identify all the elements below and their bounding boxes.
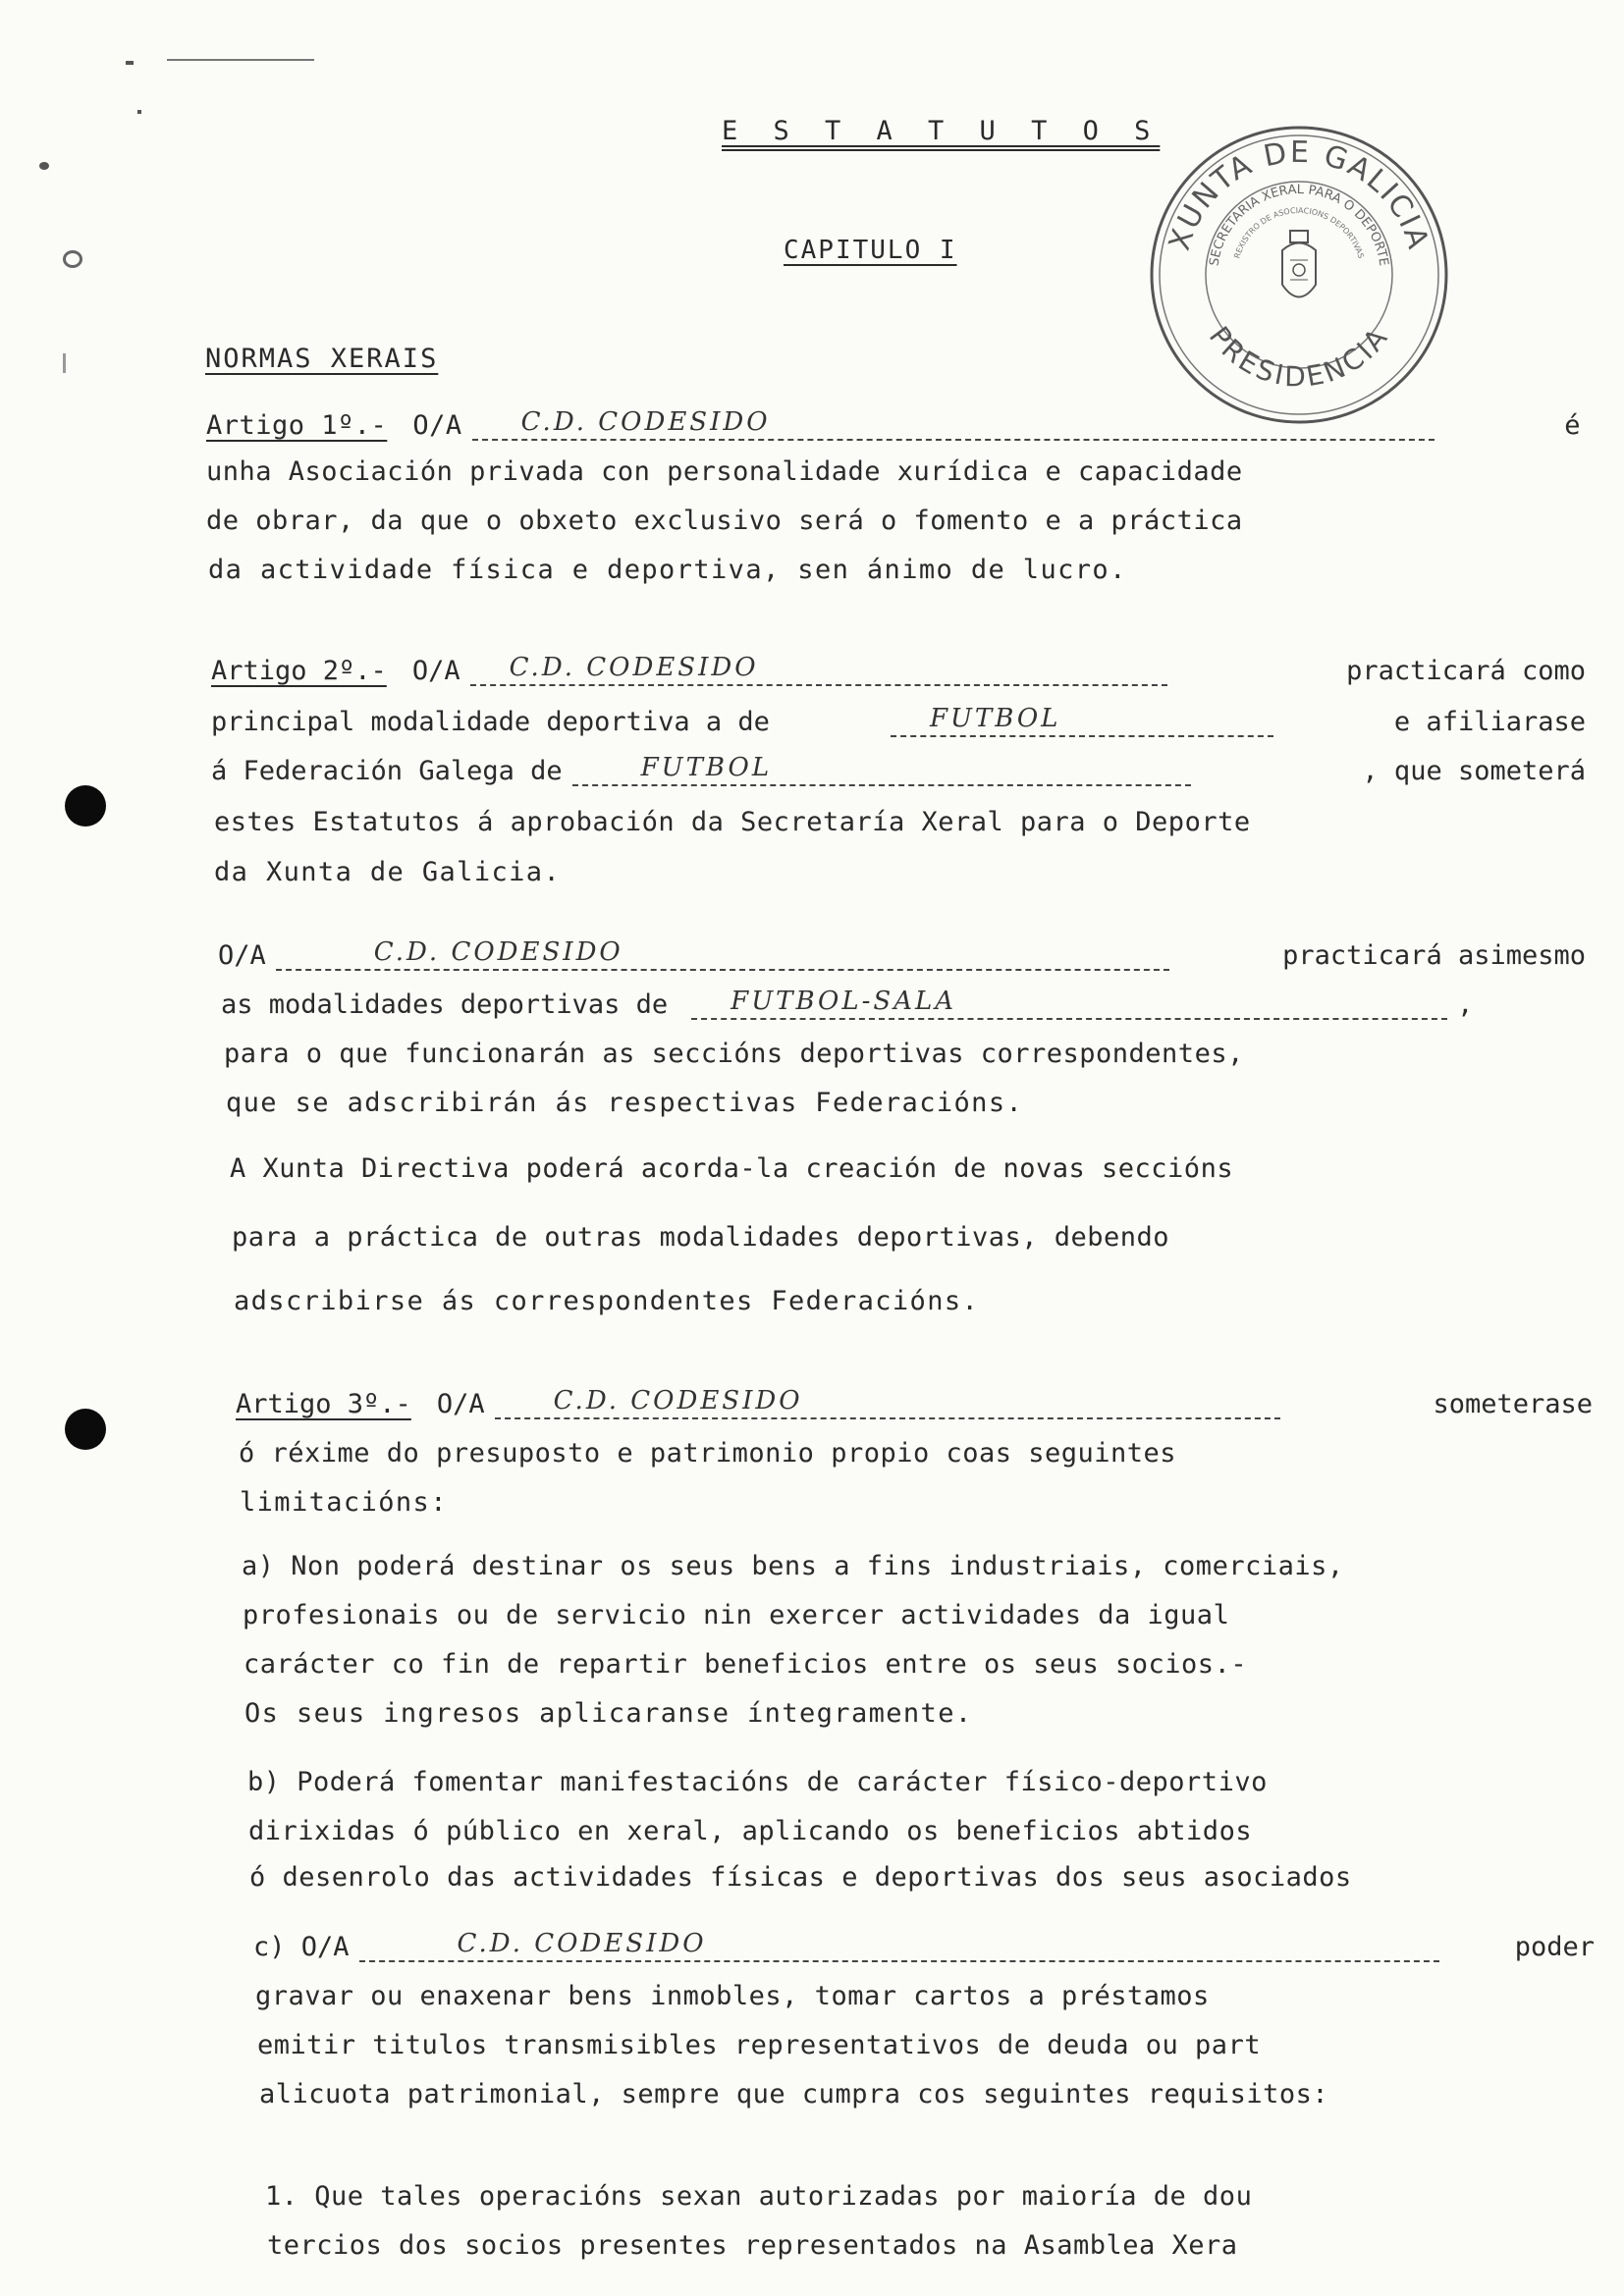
art2-fill-text: C.D. CODESIDO xyxy=(509,653,759,682)
art3-line2: ó réxime do presuposto e patrimonio propio coas seguintes xyxy=(239,1438,1177,1468)
art3-fill-field xyxy=(495,1386,1280,1419)
art3-c-suffix: poder xyxy=(1514,1932,1595,1962)
art3-req-line1: 1. Que tales operacións sexan autorizadas por maioría de dou xyxy=(265,2181,1253,2212)
art2-line3-text: á Federación Galega de xyxy=(211,756,563,786)
art3-line1 xyxy=(236,1386,1593,1419)
art2-modality-field xyxy=(891,704,1273,737)
art3-fill-text: C.D. CODESIDO xyxy=(553,1386,803,1415)
coat-of-arms-icon xyxy=(1282,231,1316,297)
stamp-text-top: XUNTA DE GALICIA xyxy=(1163,134,1435,255)
scan-speck xyxy=(137,110,141,114)
svg-text:PRESIDENCIA xyxy=(1203,320,1395,393)
art2-prefix: O/A xyxy=(411,656,460,686)
art2-line3 xyxy=(211,753,1586,786)
svg-text:REXISTRO DE ASOCIACIONS DEPORT xyxy=(1232,206,1365,259)
art2-modality-text: FUTBOL xyxy=(929,704,1061,733)
art3-c-line1 xyxy=(253,1929,1595,1962)
art3-a-line4: Os seus ingresos aplicaranse íntegramente. xyxy=(244,1698,973,1729)
art3-a-line1: a) Non poderá destinar os seus bens a fins industriais, comerciais, xyxy=(242,1551,1344,1581)
art2-p3-line1: A Xunta Directiva poderá acorda-la creación de novas seccións xyxy=(230,1153,1234,1184)
art2-p2-fill-text: C.D. CODESIDO xyxy=(373,937,623,967)
art2-p2-line3: para o que funcionarán as seccións deportivas correspondentes, xyxy=(224,1039,1244,1069)
art2-suffix: practicará como xyxy=(1346,656,1586,686)
art2-federation-text: FUTBOL xyxy=(640,753,773,782)
art2-p2-line4: que se adscribirán ás respectivas Federacións. xyxy=(226,1088,1024,1118)
section-title: NORMAS XERAIS xyxy=(205,344,439,374)
art2-label: Artigo 2º.- xyxy=(211,656,387,686)
art2-p2-modalities-field xyxy=(691,987,1447,1020)
art2-line2-text: principal modalidade deportiva a de xyxy=(211,707,770,737)
stamp-text-bottom: PRESIDENCIA xyxy=(1202,320,1396,394)
art3-req-line2: tercios dos socios presentes representados na Asamblea Xera xyxy=(267,2230,1238,2261)
official-stamp xyxy=(1147,123,1451,427)
art1-line3: de obrar, da que o obxeto exclusivo será o fomento e a práctica xyxy=(206,506,1243,536)
scan-speck xyxy=(39,162,49,170)
art2-p2-line2-suffix: , xyxy=(1457,989,1474,1020)
art2-fill-field xyxy=(470,653,1167,686)
art3-c-fill-field xyxy=(359,1929,1439,1962)
punch-hole xyxy=(65,785,106,827)
art3-b-line2: dirixidas ó público en xeral, aplicando os beneficios abtidos xyxy=(248,1816,1253,1846)
art1-line1 xyxy=(206,407,1581,441)
scan-speck xyxy=(126,61,134,65)
art2-p2-suffix: practicará asimesmo xyxy=(1282,940,1586,971)
art3-c-prefix: c) O/A xyxy=(253,1932,350,1962)
art1-fill-text: C.D. CODESIDO xyxy=(520,407,771,437)
art1-fill-field xyxy=(472,407,1435,441)
art1-line4: da actividade física e deportiva, sen ánimo de lucro. xyxy=(208,555,1127,585)
art3-prefix: O/A xyxy=(436,1389,485,1419)
punch-hole xyxy=(65,1409,106,1450)
art1-line2: unha Asociación privada con personalidade xurídica e capacidade xyxy=(206,456,1243,487)
art2-line3-suffix: , que someterá xyxy=(1362,756,1586,786)
art2-p3-line2: para a práctica de outras modalidades deportivas, debendo xyxy=(232,1222,1170,1253)
art3-b-line3: ó desenrolo das actividades físicas e deportivas dos seus asociados xyxy=(249,1862,1352,1893)
scan-speck xyxy=(63,250,82,268)
art3-c-line4: alicuota patrimonial, sempre que cumpra cos seguintes requisitos: xyxy=(259,2079,1329,2109)
art1-prefix: O/A xyxy=(412,410,462,441)
art2-p2-line1 xyxy=(218,937,1586,971)
stamp-text-inner: SECRETARIA XERAL PARA O DEPORTE xyxy=(1207,182,1391,267)
art2-federation-field xyxy=(572,753,1191,786)
art2-line2-suffix: e afiliarase xyxy=(1393,707,1586,737)
art3-a-line2: profesionais ou de servicio nin exercer actividades da igual xyxy=(243,1600,1230,1630)
art3-line3: limitacións: xyxy=(240,1487,448,1518)
art2-line4: estes Estatutos á aprobación da Secretaría Xeral para o Deporte xyxy=(214,807,1251,837)
art2-line2 xyxy=(211,704,1586,737)
art3-c-fill-text: C.D. CODESIDO xyxy=(457,1929,707,1958)
chapter-title: CAPITULO I xyxy=(784,236,957,265)
art2-p3-line3: adscribirse ás correspondentes Federacións. xyxy=(234,1286,980,1316)
scan-speck xyxy=(167,59,314,61)
art3-c-line3: emitir titulos transmisibles representativos de deuda ou part xyxy=(257,2030,1262,2060)
scan-speck xyxy=(63,353,66,373)
art3-suffix: someterase xyxy=(1433,1389,1593,1419)
art1-suffix: é xyxy=(1564,410,1581,441)
art3-c-line2: gravar ou enaxenar bens inmobles, tomar cartos a préstamos xyxy=(255,1981,1210,2011)
document-title: E S T A T U T O S xyxy=(722,116,1161,146)
art2-p2-fill-field xyxy=(276,937,1169,971)
art3-a-line3: carácter co fin de repartir beneficios entre os seus socios.- xyxy=(244,1649,1248,1680)
art2-p2-modalities-text: FUTBOL-SALA xyxy=(731,987,957,1016)
art2-line5: da Xunta de Galicia. xyxy=(214,857,562,887)
art2-p2-prefix: O/A xyxy=(218,940,266,971)
art3-b-line1: b) Poderá fomentar manifestacións de carácter físico-deportivo xyxy=(247,1767,1268,1797)
art3-label: Artigo 3º.- xyxy=(236,1389,411,1419)
art2-line1 xyxy=(211,653,1586,686)
art1-label: Artigo 1º.- xyxy=(206,410,388,441)
art2-p2-line2 xyxy=(221,989,1586,1020)
art2-p2-line2-text: as modalidades deportivas de xyxy=(221,989,669,1020)
stamp-text-innermost: REXISTRO DE ASOCIACIONS DEPORTIVAS xyxy=(1232,205,1366,260)
